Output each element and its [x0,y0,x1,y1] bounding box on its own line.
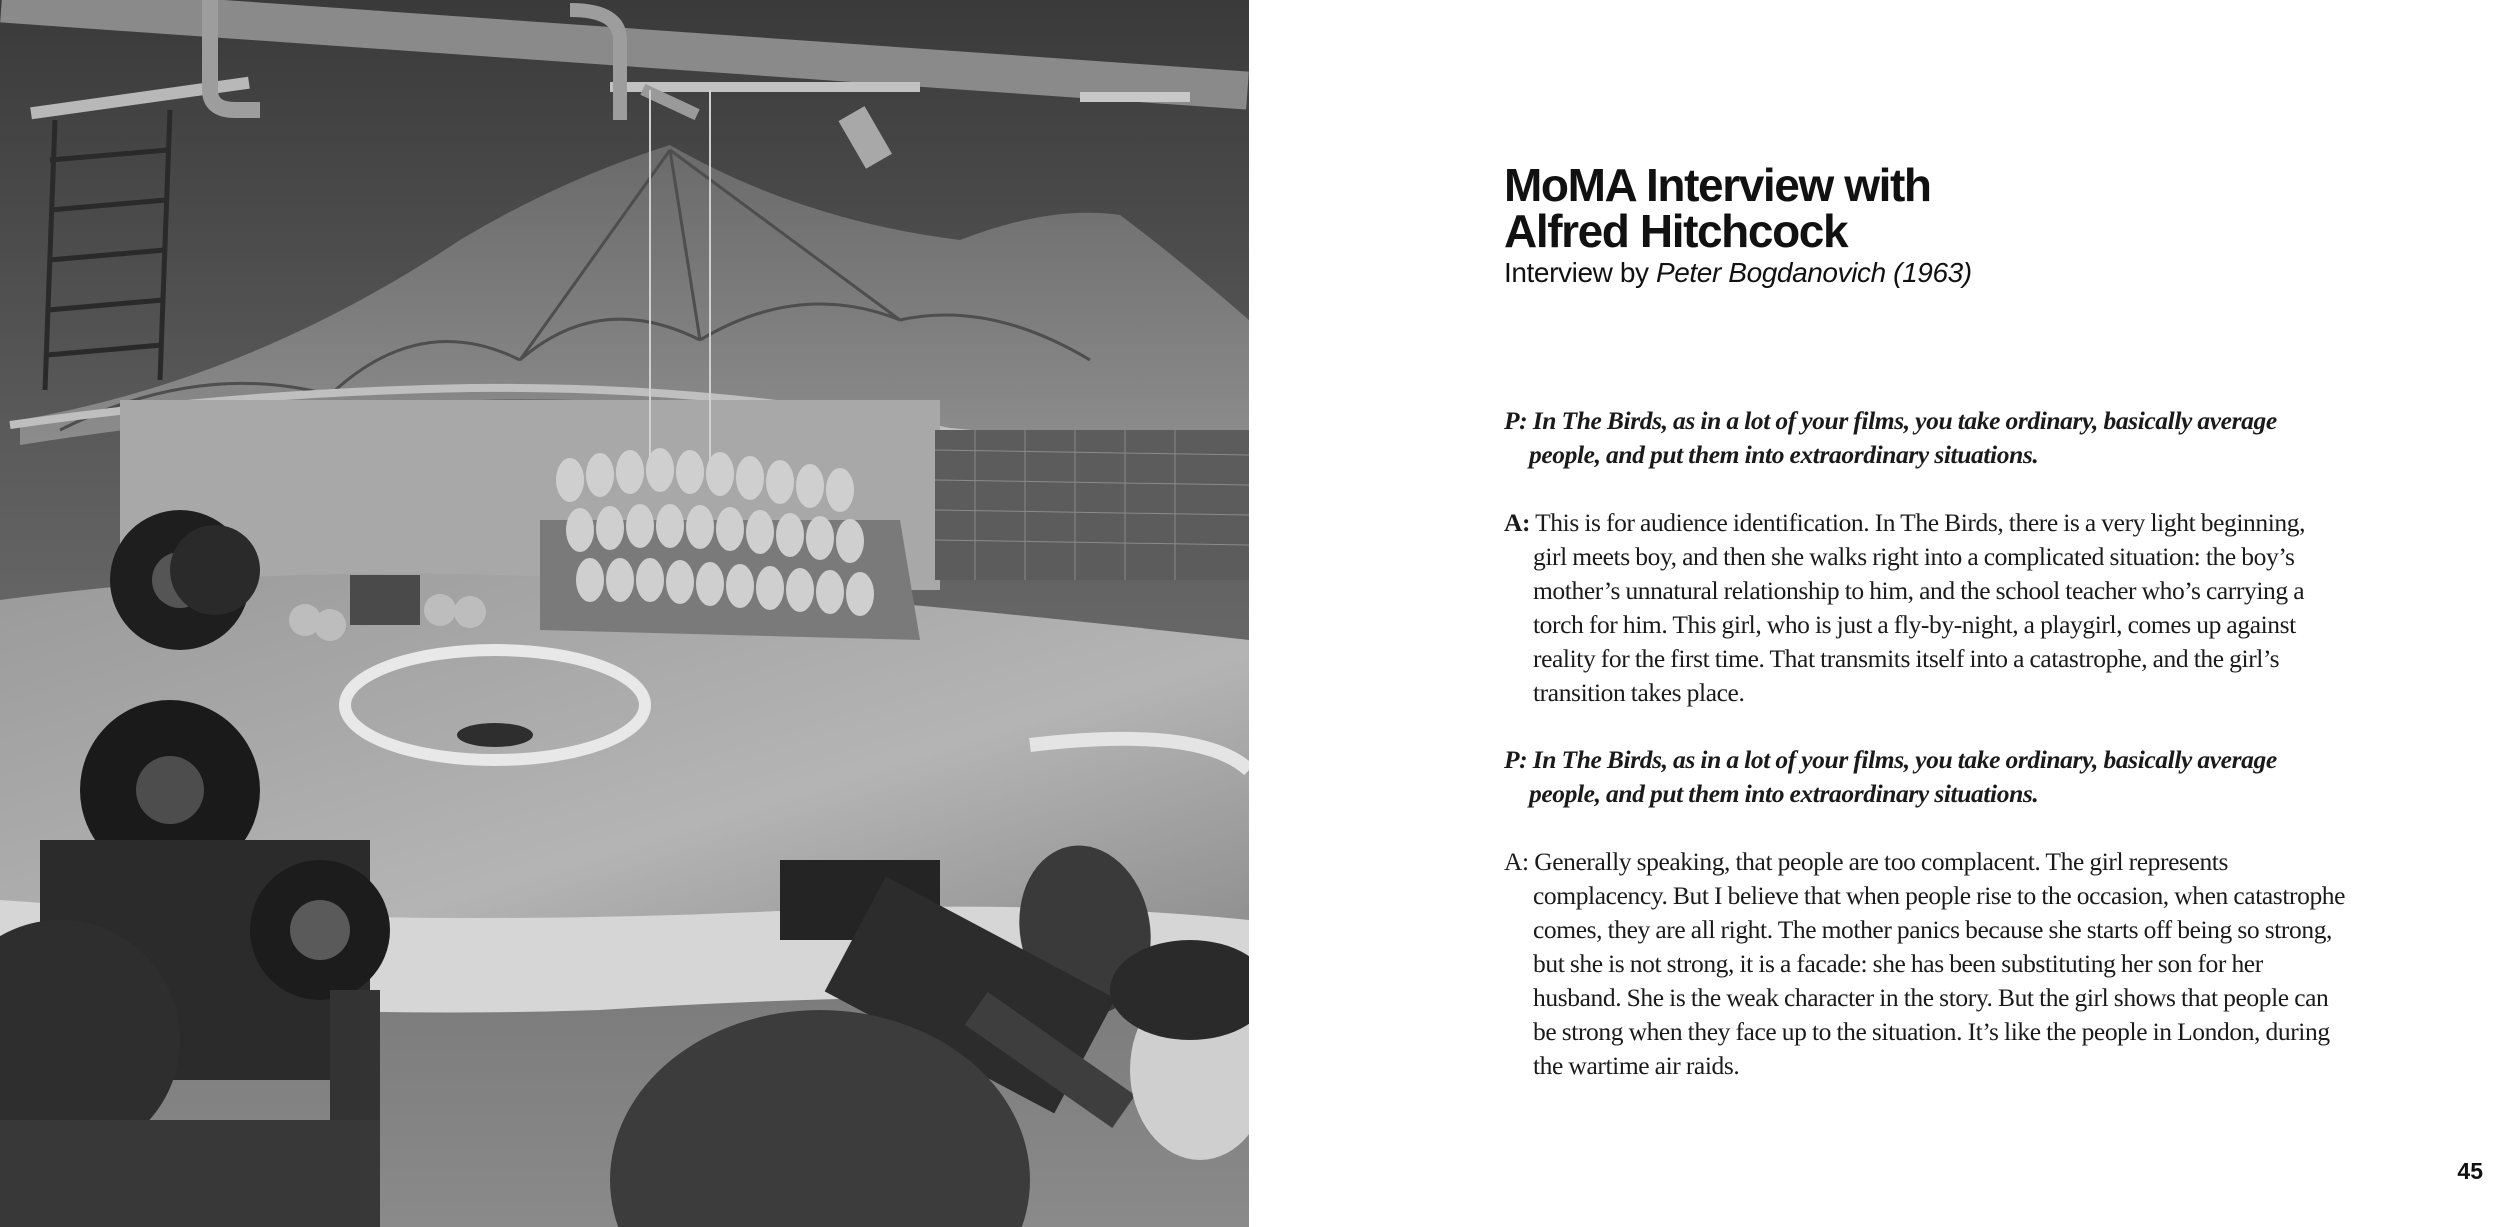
subtitle-prefix: Interview by [1504,257,1656,288]
qa-line: girl meets boy, and then she walks right into a complicated situation: the boy’s [1533,542,2295,571]
interview-question [1504,404,2324,472]
article-title: MoMA Interview with Alfred Hitchcock [1504,159,1931,257]
qa-line [1504,404,2324,438]
text-page [1249,0,2500,1227]
qa-line: husband. She is the weak character in the story. But the girl shows that people can [1533,983,2329,1012]
speaker-label: P: [1504,745,1528,774]
speaker-label: A: [1504,847,1529,876]
interview-answer [1504,845,2346,1083]
question-text: In The Birds, as in a lot of your films, you take ordinary, basically average [1532,745,2277,774]
question-text: In The Birds, as in a lot of your films, you take ordinary, basically average [1532,406,2277,435]
film-set-photo [0,0,1249,1227]
qa-line: reality for the first time. That transmits itself into a catastrophe, and the girl’s [1533,644,2280,673]
qa-line [1504,506,2324,540]
qa-line: comes, they are all right. The mother panics because she starts off being so strong, [1533,915,2333,944]
subtitle-author: Peter Bogdanovich (1963) [1655,257,1972,288]
qa-line: complacency. But I believe that when people rise to the occasion, when catastrophe [1533,881,2346,910]
qa-line: torch for him. This girl, who is just a fly-by-night, a playgirl, comes up against [1533,610,2296,639]
qa-line: transition takes place. [1533,678,1745,707]
qa-line [1504,743,2324,777]
interview-question [1504,743,2324,811]
qa-line: mother’s unnatural relationship to him, and the school teacher who’s carrying a [1533,576,2305,605]
speaker-label: A: [1504,508,1531,537]
qa-line [1504,845,2324,879]
qa-line: be strong when they face up to the situation. It’s like the people in London, during [1533,1017,2330,1046]
qa-line: people, and put them into extraordinary situations. [1529,779,2039,808]
answer-text: Generally speaking, that people are too complacent. The girl represents [1534,847,2229,876]
answer-text: This is for audience identification. In The Birds, there is a very light beginning, [1535,508,2306,537]
page-number: 45 [2457,1158,2483,1184]
qa-line: people, and put them into extraordinary situations. [1529,440,2039,469]
article-subtitle [1504,256,1972,290]
interview-answer [1504,506,2324,710]
speaker-label: P: [1504,406,1528,435]
qa-line: but she is not strong, it is a facade: she has been substituting her son for her [1533,949,2263,978]
qa-line: the wartime air raids. [1533,1051,1740,1080]
